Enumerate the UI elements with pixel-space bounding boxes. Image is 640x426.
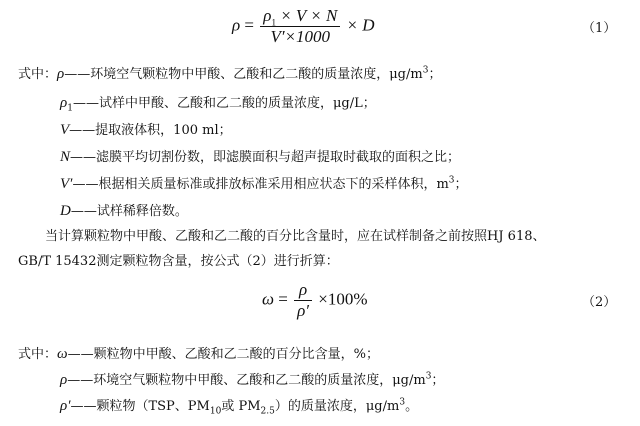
equation-1-number: （1）: [582, 21, 617, 36]
definition-d: D——试样稀释倍数。: [60, 203, 188, 219]
equation-2: [262, 280, 368, 321]
eq1-lhs: ρ: [232, 15, 241, 35]
eq2-suffix: ×100%: [318, 289, 368, 309]
eq1-fraction: [260, 6, 340, 47]
equation-2-number: （2）: [582, 295, 617, 310]
paragraph-line-1: 当计算颗粒物中甲酸、乙酸和乙二酸的百分比含量时，应在试样制备之前按照HJ 618、: [45, 229, 546, 244]
equation-1: [232, 6, 375, 47]
definition-rho: 式中：ρ——环境空气颗粒物中甲酸、乙酸和乙二酸的质量浓度，$\mu g/m^3$；: [18, 65, 442, 82]
eq1-suffix: × D: [346, 15, 375, 35]
where-label: 式中：: [18, 67, 58, 82]
definition-rho1: $\rho_1——$试样中甲酸、乙酸和乙二酸的质量浓度，μg/L；: [60, 95, 376, 114]
definition-v-prime: V′——根据相关质量标准或排放标准采用相应状态下的采样体积，$m^3$；: [60, 175, 468, 192]
eq2-denominator: ρ′: [297, 301, 309, 320]
definition-omega: 式中：ω——颗粒物中甲酸、乙酸和乙二酸的百分比含量，%；: [18, 346, 379, 362]
definition-n: N——滤膜平均切割份数，即滤膜面积与超声提取时截取的面积之比；: [60, 149, 461, 165]
paragraph-line-2: GB/T 15432测定颗粒物含量，按公式（2）进行折算：: [18, 254, 339, 269]
eq2-equals: =: [278, 289, 288, 309]
eq2-fraction: [294, 280, 312, 321]
eq1-numerator: $\rho_1 \times V \times N$: [260, 6, 340, 27]
definition-v: V——提取液体积，100 ml；: [60, 122, 232, 138]
eq2-numerator: ρ: [294, 280, 312, 301]
definition-rho-2: ρ——环境空气颗粒物中甲酸、乙酸和乙二酸的质量浓度，$\mu g/m^3$；: [60, 371, 445, 388]
eq1-denominator: V′×1000: [270, 27, 331, 46]
eq2-lhs: ω: [262, 289, 275, 309]
eq1-equals: =: [244, 15, 255, 35]
definition-rho-prime: ρ′——颗粒物（TSP、$PM_{10}$或 $PM_{2.5}$）的质量浓度，$\mu g/m^3$。: [60, 397, 419, 417]
